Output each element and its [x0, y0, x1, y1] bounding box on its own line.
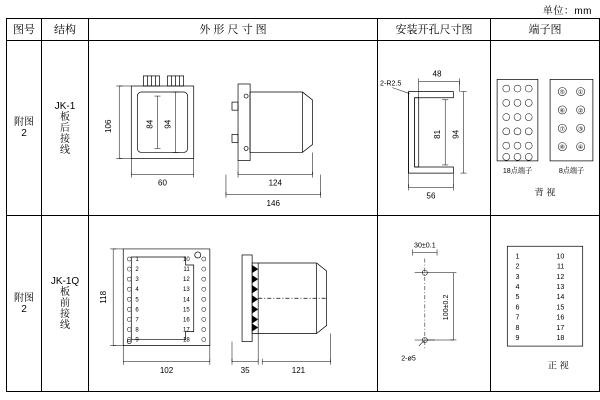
view-label-front: 正 视 — [547, 360, 569, 371]
term2-right-18: 18 — [556, 334, 565, 343]
term2-left-2: 2 — [515, 263, 520, 272]
caption-8-point: 8点端子 — [558, 166, 585, 175]
terminal-drawing-cell-1 — [491, 40, 600, 216]
term-left-7: 7 — [135, 317, 139, 324]
terminal-num-4: ④ — [577, 143, 584, 151]
terminal-num-6: ⑥ — [559, 107, 566, 115]
term2-right-15: 15 — [556, 303, 565, 312]
fig-no-line1: 附图 — [14, 117, 34, 129]
hole-svg-2 — [378, 216, 490, 391]
terminal-drawing-cell-2 — [491, 216, 600, 392]
dim-84: 84 — [145, 119, 155, 129]
structure-char-2: 后 — [60, 122, 70, 134]
terminal-num-1: ① — [577, 88, 584, 96]
view-label-back: 背 视 — [534, 187, 556, 198]
term-left-8: 8 — [135, 327, 139, 334]
term2-left-1: 1 — [515, 252, 520, 261]
fig-no-cell-1 — [7, 40, 42, 216]
structure-char-4: 线 — [60, 144, 70, 156]
dim-94b: 94 — [451, 129, 461, 139]
term2-right-13: 13 — [556, 283, 565, 292]
term2-left-6: 6 — [515, 303, 520, 312]
term2-right-10: 10 — [556, 252, 565, 261]
term-right-11: 11 — [183, 267, 190, 274]
term2-left-3: 3 — [515, 273, 520, 282]
outline-svg-1 — [89, 41, 377, 216]
term-right-18: 18 — [182, 337, 190, 344]
dim-118: 118 — [99, 291, 109, 305]
terminal-svg-1 — [491, 41, 599, 216]
structure-char-2: 前 — [60, 298, 70, 310]
term-right-12: 12 — [182, 277, 190, 284]
term2-right-11: 11 — [556, 263, 565, 272]
term-right-15: 15 — [182, 307, 190, 314]
structure-char-1: 板 — [60, 287, 70, 299]
term-left-4: 4 — [135, 287, 139, 294]
term2-right-17: 17 — [556, 324, 565, 333]
dim-48: 48 — [432, 69, 442, 79]
term-right-10: 10 — [182, 257, 190, 264]
term2-right-16: 16 — [556, 313, 565, 322]
fig-no-line2: 2 — [21, 128, 27, 140]
outline-drawing-cell-1 — [89, 40, 378, 216]
term-left-3: 3 — [135, 277, 139, 284]
terminal-num-8: ⑧ — [559, 143, 566, 151]
table-header-row — [7, 19, 600, 41]
dim-60: 60 — [158, 178, 167, 188]
outline-drawing-cell-2 — [89, 216, 378, 392]
fig-no-cell-2 — [7, 216, 42, 392]
term-left-2: 2 — [135, 267, 139, 274]
dim-121: 121 — [291, 366, 306, 376]
hole-svg-1 — [378, 41, 490, 216]
terminal-num-7: ⑦ — [559, 125, 566, 133]
term-right-17: 17 — [182, 327, 190, 334]
term2-right-12: 12 — [556, 273, 565, 282]
term-right-13: 13 — [182, 287, 190, 294]
term2-left-4: 4 — [515, 283, 520, 292]
dim-124: 124 — [268, 178, 283, 188]
outline-svg-2 — [89, 216, 377, 391]
dim-2-phi5: 2-ø5 — [401, 354, 416, 363]
fig-no-line1: 附图 — [14, 292, 34, 304]
hole-drawing-cell-1 — [378, 40, 491, 216]
terminal-num-2: ② — [577, 107, 584, 115]
dimension-table — [6, 18, 600, 392]
header-outline: 外 形 尺 寸 图 — [89, 19, 378, 41]
header-terminal: 端子图 — [491, 19, 600, 41]
caption-18-point: 18点端子 — [502, 166, 533, 175]
unit-note: 单位：mm — [542, 6, 592, 17]
dim-94: 94 — [163, 119, 173, 129]
term-left-5: 5 — [135, 297, 139, 304]
term2-left-8: 8 — [515, 324, 520, 333]
hole-drawing-cell-2 — [378, 216, 491, 392]
dim-30: 30±0.1 — [413, 241, 436, 250]
dim-81: 81 — [433, 129, 443, 139]
term2-left-5: 5 — [515, 293, 520, 302]
dim-102: 102 — [159, 366, 174, 376]
term2-left-7: 7 — [515, 313, 520, 322]
terminal-svg-2 — [491, 216, 599, 391]
structure-cell-1 — [42, 40, 89, 216]
dim-146: 146 — [266, 198, 280, 208]
terminal-num-5: ⑤ — [559, 88, 566, 96]
dim-106: 106 — [104, 119, 114, 133]
table-row — [7, 40, 600, 216]
fig-no-line2: 2 — [21, 303, 27, 315]
dim-100: 100±0.2 — [442, 294, 451, 321]
dim-r25: 2-R2.5 — [380, 79, 402, 88]
terminal-num-3: ③ — [577, 125, 584, 133]
structure-cell-2 — [42, 216, 89, 392]
structure-char-3: 接 — [60, 309, 70, 321]
header-structure: 结构 — [42, 19, 89, 41]
term2-left-9: 9 — [515, 334, 520, 343]
dim-35: 35 — [240, 366, 250, 376]
structure-char-4: 线 — [60, 320, 70, 332]
term-left-9: 9 — [135, 337, 139, 344]
term-left-6: 6 — [135, 307, 139, 314]
structure-model: JK-1 — [54, 100, 76, 112]
table-row — [7, 216, 600, 392]
term-right-14: 14 — [182, 297, 190, 304]
header-fig-no: 图号 — [7, 19, 42, 41]
structure-char-1: 板 — [60, 111, 70, 123]
dim-56: 56 — [426, 191, 436, 201]
term-right-16: 16 — [182, 317, 190, 324]
term-left-1: 1 — [135, 257, 139, 264]
term2-right-14: 14 — [556, 293, 565, 302]
structure-model: JK-1Q — [50, 276, 80, 288]
structure-char-3: 接 — [60, 133, 70, 145]
header-hole: 安装开孔尺寸图 — [378, 19, 491, 41]
